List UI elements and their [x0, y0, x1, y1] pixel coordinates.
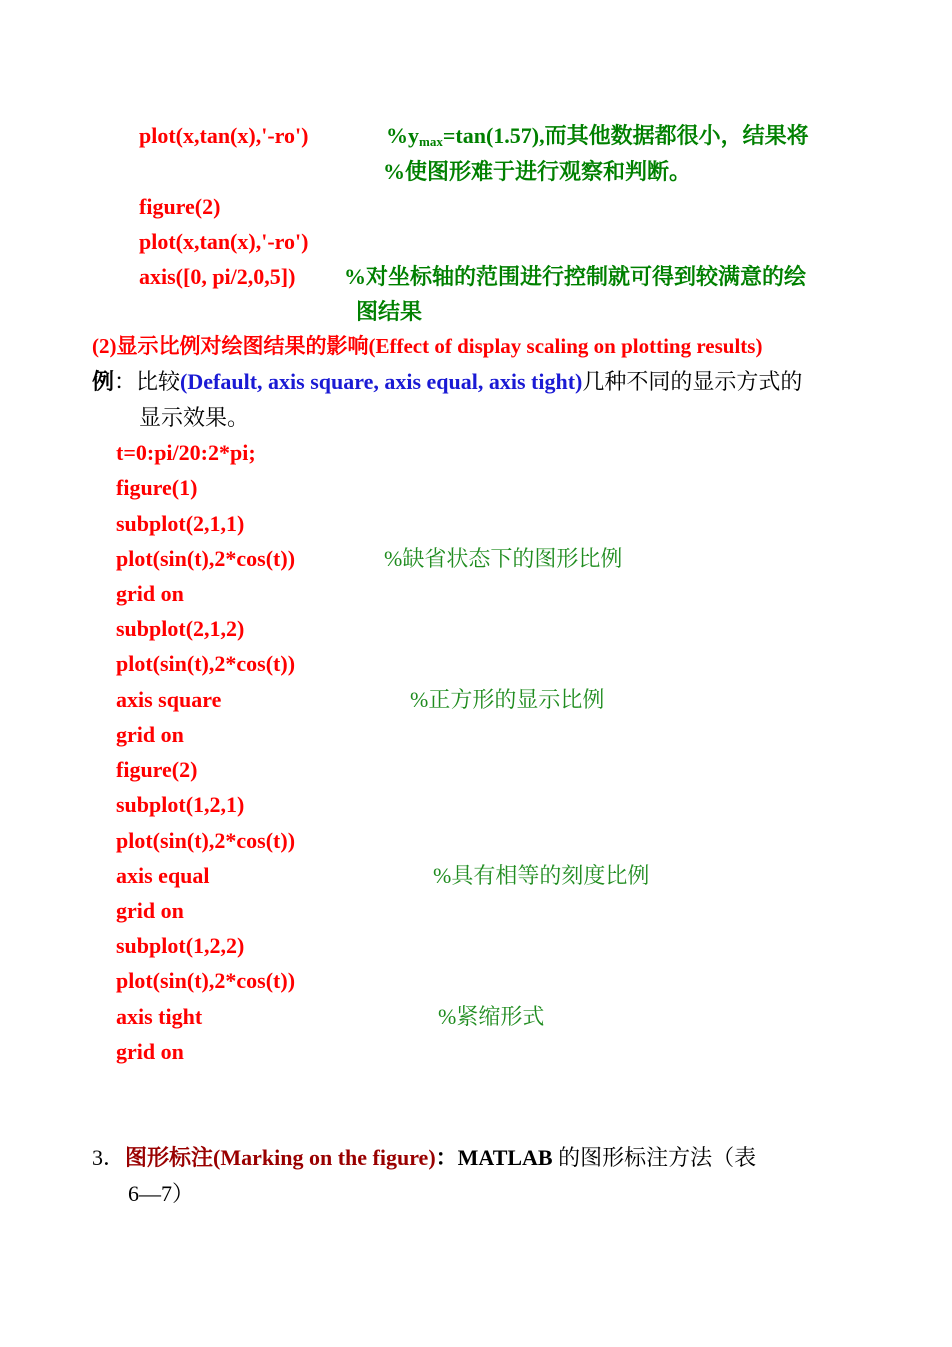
- code-comment: [386, 125, 809, 147]
- code-line: axis tight: [116, 1004, 203, 1029]
- display-modes: (Default, axis square, axis equal, axis tight): [180, 369, 583, 394]
- code-line: grid on: [116, 1039, 184, 1064]
- code-line: plot(x,tan(x),'-ro'): [139, 123, 309, 148]
- code-comment: %正方形的显示比例: [410, 687, 605, 712]
- section-colon: ：: [435, 1145, 458, 1170]
- code-line: subplot(2,1,2): [116, 616, 245, 641]
- example-colon: ：: [114, 369, 137, 394]
- section-heading: (2)显示比例对绘图结果的影响(Effect of display scaling on plotting results): [92, 334, 763, 358]
- code-comment: %缺省状态下的图形比例: [384, 546, 623, 571]
- comment-prefix: %y: [386, 123, 419, 148]
- section-3-line: [92, 1147, 756, 1169]
- code-line: axis([0, pi/2,0,5]): [139, 264, 296, 289]
- code-comment: 图结果: [356, 299, 423, 324]
- section-number: 3．: [92, 1145, 126, 1170]
- code-line: plot(sin(t),2*cos(t)): [116, 651, 296, 676]
- code-line: subplot(1,2,2): [116, 933, 245, 958]
- code-line: grid on: [116, 581, 184, 606]
- example-text: 比较: [136, 369, 181, 394]
- section-title: 图形标注(Marking on the figure): [125, 1145, 436, 1170]
- code-comment: %对坐标轴的范围进行控制就可得到较满意的绘: [344, 264, 807, 289]
- example-text: 显示效果。: [139, 405, 250, 430]
- code-line: grid on: [116, 722, 184, 747]
- matlab-label: MATLAB: [457, 1145, 553, 1170]
- code-line: subplot(1,2,1): [116, 792, 245, 817]
- code-comment: %紧缩形式: [438, 1004, 545, 1029]
- code-line: t=0:pi/20:2*pi;: [116, 440, 256, 465]
- code-line: axis equal: [116, 863, 210, 888]
- comment-subscript: max: [419, 134, 443, 149]
- code-comment: %使图形难于进行观察和判断。: [383, 159, 692, 184]
- comment-rest: =tan(1.57),而其他数据都很小，结果将: [442, 123, 809, 148]
- example-text: 几种不同的显示方式的: [582, 369, 803, 394]
- code-line: axis square: [116, 687, 222, 712]
- code-line: figure(1): [116, 475, 198, 500]
- section-text: 的图形标注方法（表: [552, 1145, 757, 1170]
- code-line: grid on: [116, 898, 184, 923]
- code-line: plot(sin(t),2*cos(t)): [116, 828, 296, 853]
- code-line: figure(2): [139, 194, 221, 219]
- code-comment: %具有相等的刻度比例: [433, 863, 650, 888]
- code-line: subplot(2,1,1): [116, 511, 245, 536]
- code-line: figure(2): [116, 757, 198, 782]
- code-line: plot(sin(t),2*cos(t)): [116, 968, 296, 993]
- code-line: plot(x,tan(x),'-ro'): [139, 229, 309, 254]
- example-label: 例: [92, 369, 115, 394]
- example-paragraph: [92, 371, 802, 393]
- code-line: plot(sin(t),2*cos(t)): [116, 546, 296, 571]
- section-text: 6—7）: [128, 1181, 195, 1206]
